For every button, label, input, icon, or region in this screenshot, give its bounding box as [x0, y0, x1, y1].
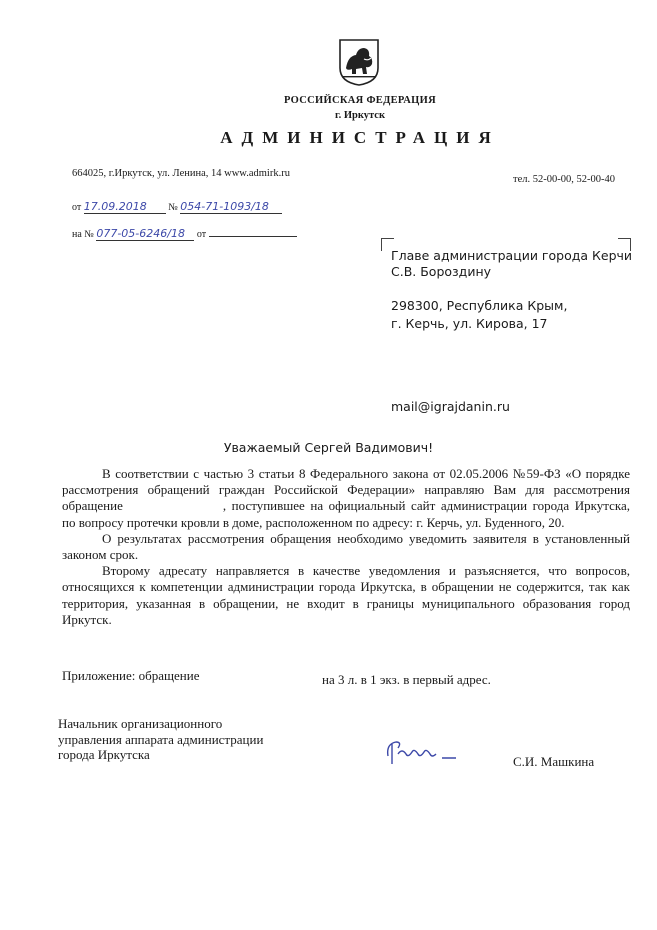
recipient-email: mail@igrajdanin.ru: [391, 399, 510, 414]
paragraph-1: [62, 466, 630, 531]
reference-number: 077-05-6246/18: [96, 227, 194, 241]
attachment-details: на 3 л. в 1 экз. в первый адрес.: [322, 672, 491, 687]
paragraph-1-part-a: В соответствии с частью 3 статьи 8 Федерального закона от 02.05.2006 №59-ФЗ «О порядке рассмотрения обращений граждан Российской Федерации» направляю Вам для рассмотрения обращение: [62, 466, 630, 514]
redacted-area: [384, 338, 632, 394]
outgoing-date: 17.09.2018: [84, 200, 166, 214]
paragraph-1-part-b: , поступившее на официальный сайт администрации города Иркутска, по вопросу протечки кровли в доме, расположенном по адресу: г. Керчь, ул. Буденного, 20.: [62, 498, 630, 530]
signer-position-line-2: управления аппарата администрации: [58, 731, 264, 747]
reference-label: на №: [72, 229, 94, 240]
signer-position-line-1: Начальник организационного: [58, 716, 223, 731]
reference-date-blank: [209, 236, 297, 237]
city-title: г. Иркутск: [335, 110, 385, 121]
organization-title: АДМИНИСТРАЦИЯ: [220, 128, 500, 147]
signer-name: С.И. Машкина: [513, 754, 595, 769]
paragraph-3: Второму адресату направляется в качестве уведомления и разъясняется, что вопросов, относящихся к компетенции администрации города Иркутска, в обращении не содержится, так как территория, указанная в обращении, не входит в границы муниципального образования город Иркутск.: [62, 563, 630, 627]
sender-phone: тел. 52-00-00, 52-00-40: [513, 174, 615, 185]
letter-body: [62, 466, 630, 628]
redacted-name: [123, 498, 223, 514]
attachment-label: Приложение: обращение: [62, 668, 200, 683]
reference-from-label: от: [196, 229, 207, 240]
sender-address: 664025, г.Иркутск, ул. Ленина, 14 www.admirk.ru: [72, 168, 290, 179]
recipient-line-3: 298300, Республика Крым,: [391, 298, 568, 313]
recipient-line-2: С.В. Бороздину: [391, 264, 492, 279]
recipient-line-1: Главе администрации города Керчи: [391, 248, 633, 263]
country-title: РОССИЙСКАЯ ФЕДЕРАЦИЯ: [284, 95, 436, 106]
irkutsk-coat-of-arms-icon: [334, 38, 384, 86]
registration-line-1: [72, 200, 282, 214]
number-label: №: [168, 202, 178, 213]
handwritten-signature: [380, 734, 470, 770]
recipient-line-4: г. Керчь, ул. Кирова, 17: [391, 316, 548, 331]
salutation: Уважаемый Сергей Вадимович!: [223, 440, 434, 455]
signer-position: [58, 716, 263, 763]
signer-position-line-3: города Иркутска: [58, 747, 150, 762]
paragraph-2: О результатах рассмотрения обращения необходимо уведомить заявителя в установленный законом срок.: [62, 530, 630, 563]
from-label: от: [72, 202, 82, 213]
outgoing-number: 054-71-1093/18: [180, 200, 282, 214]
registration-line-2: [72, 227, 297, 241]
